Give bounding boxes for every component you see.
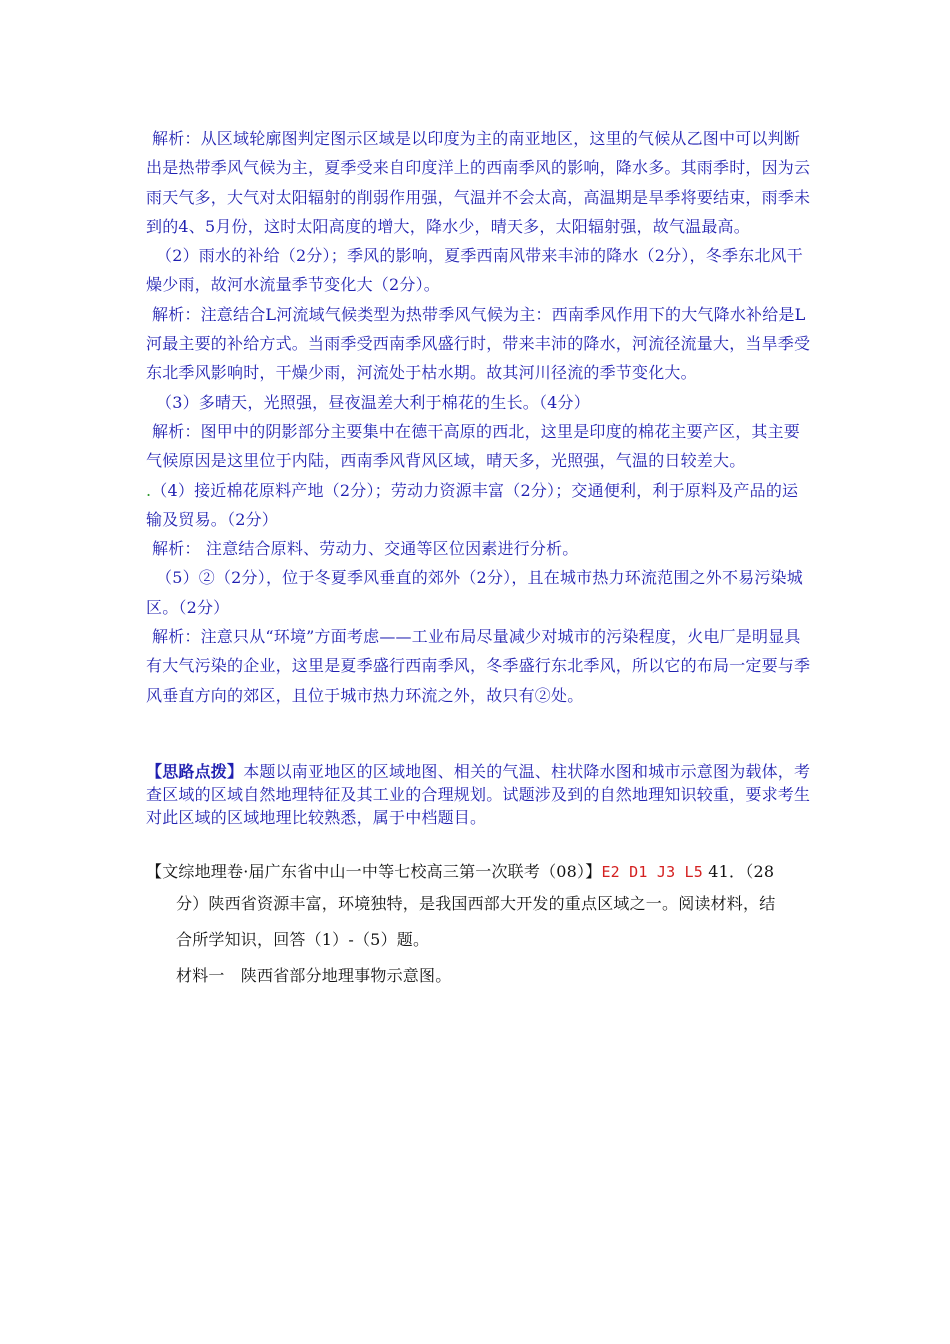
answer-question-2: （2）雨水的补给（2分）；季风的影响，夏季西南风带来丰沛的降水（2分），冬季东北风干燥少雨，故河水流量季节变化大（2分）。 <box>146 246 803 295</box>
tip-paragraph <box>146 760 812 829</box>
material-one-caption: 材料一 陕西省部分地理事物示意图。 <box>176 966 452 985</box>
answer-question-4-line <box>146 476 812 535</box>
analysis-paragraph-1: 解析：从区域轮廓图判定图示区域是以印度为主的南亚地区，这里的气候从乙图中可以判断出是热带季风气候为主，夏季受来自印度洋上的西南季风的影响，降水多。其雨季时，因为云雨天气多，大气对太阳辐射的削弱作用强，气温并不会太高，高温期是旱季将要结束，雨季未到的4、5月份，这时太阳高度的增大，降水少，晴天多，太阳辐射强，故气温最高。 <box>146 129 811 236</box>
analysis-paragraph-3: 解析：图甲中的阴影部分主要集中在德干高原的西北，这里是印度的棉花主要产区，其主要气候原因是这里位于内陆，西南季风背风区域，晴天多，光照强，气温的日较差大。 <box>146 421 801 471</box>
question-number: 41．（28 <box>703 862 775 881</box>
tip-text: 本题以南亚地区的区域地图、相关的气温、柱状降水图和城市示意图为载体，考查区域的区域自然地理特征及其工业的合理规划。试题涉及到的自然地理知识较重，要求考生对此区域的区域地理比较熟悉，属于中档题目。 <box>146 762 811 827</box>
knowledge-codes: E2 D1 J3 L5 <box>601 863 703 881</box>
answer-section <box>146 124 812 710</box>
next-question-section <box>146 858 812 994</box>
analysis-paragraph-2: 解析：注意结合L河流域气候类型为热带季风气候为主：西南季风作用下的大气降水补给是L河最主要的补给方式。当雨季受西南季风盛行时，带来丰沛的降水，河流径流量大，当旱季受东北季风影响时，干燥少雨，河流处于枯水期。故其河川径流的季节变化大。 <box>146 304 811 383</box>
answer-question-4: （4）接近棉花原料产地（2分）；劳动力资源丰富（2分）；交通便利，利于原料及产品的运输及贸易。（2分） <box>146 480 799 529</box>
answer-question-5: （5）②（2分），位于冬夏季风垂直的郊外（2分），且在城市热力环流范围之外不易污染城区。（2分） <box>146 568 803 617</box>
question-stem-line-3: 合所学知识，回答（1）-（5）题。 <box>176 930 430 949</box>
question-header <box>146 858 812 886</box>
analysis-paragraph-5: 解析：注意只从“环境”方面考虑——工业布局尽量减少对城市的污染程度，火电厂是明显具有大气污染的企业，这里是夏季盛行西南季风，冬季盛行东北季风，所以它的布局一定要与季风垂直方向的郊区，且位于城市热力环流之外，故只有②处。 <box>146 627 811 705</box>
question-stem-line-2: 分）陕西省资源丰富，环境独特，是我国西部大开发的重点区域之一。阅读材料，结 <box>176 894 776 913</box>
answer-question-3: （3）多晴天，光照强，昼夜温差大利于棉花的生长。（4分） <box>156 392 590 412</box>
question-source: 【文综地理卷·届广东省中山一中等七校高三第一次联考（08）】 <box>146 862 602 881</box>
tip-tag: 【思路点拨】 <box>146 762 244 781</box>
green-dot-mark: . <box>146 480 152 500</box>
analysis-paragraph-4: 解析： 注意结合原料、劳动力、交通等区位因素进行分析。 <box>152 539 579 559</box>
